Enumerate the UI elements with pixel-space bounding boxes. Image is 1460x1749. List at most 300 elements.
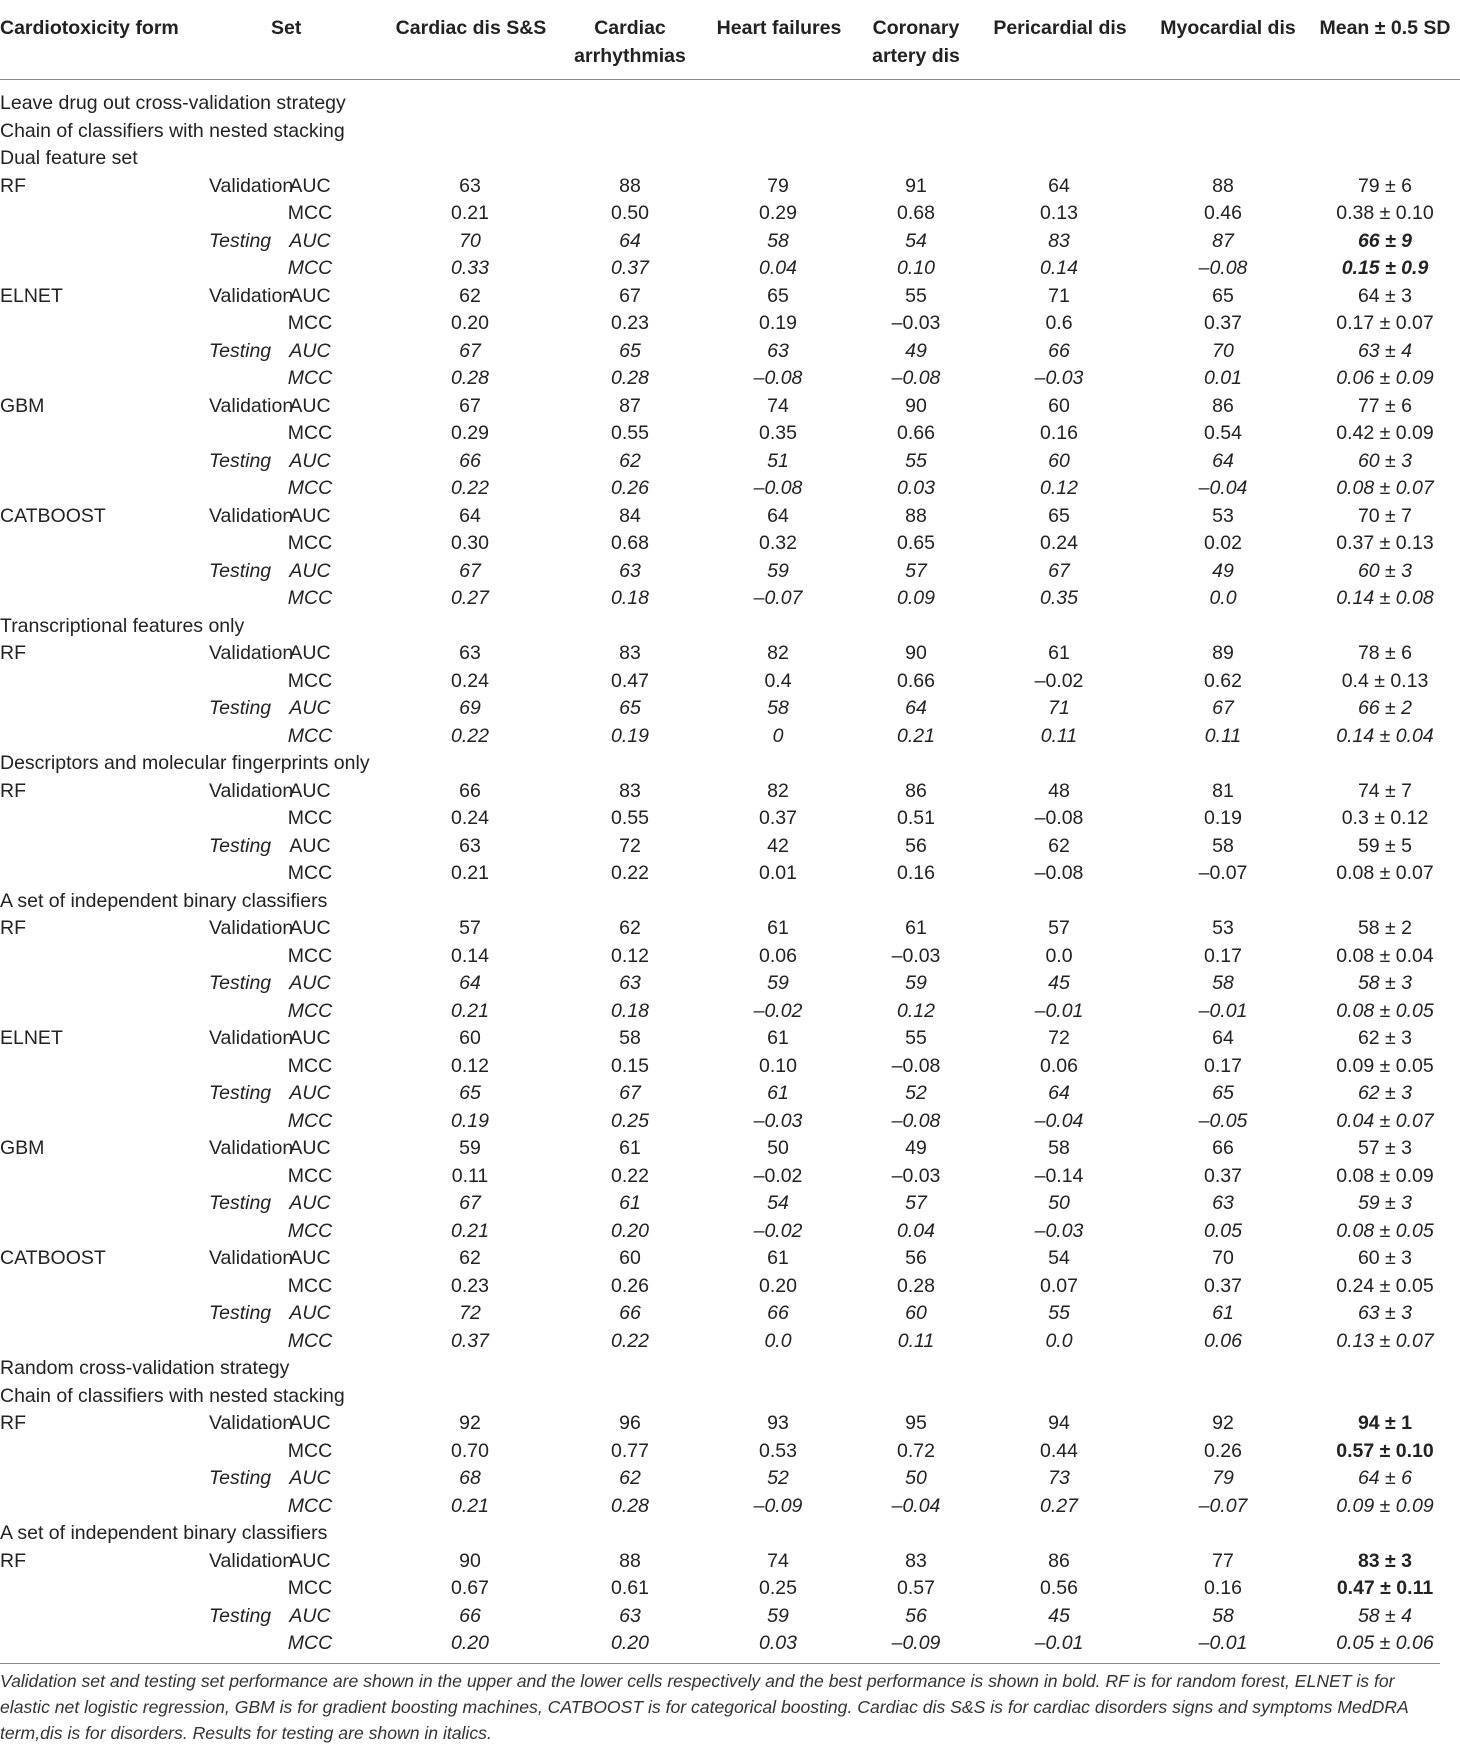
value-cell: 0.16: [897, 862, 935, 884]
table-row: [0, 943, 1460, 971]
value-cell: 88: [619, 174, 641, 197]
mean-cell: 0.08 ± 0.04: [1336, 944, 1434, 967]
section-row: [0, 1355, 1460, 1383]
value-cell: –0.08: [891, 367, 941, 389]
value-cell: 0.06: [759, 944, 797, 967]
mean-cell: 0.4 ± 0.13: [1341, 669, 1429, 692]
metric-label: MCC: [287, 1494, 333, 1517]
value-cell: 0.77: [611, 1439, 649, 1462]
value-cell: 88: [905, 504, 927, 527]
value-cell: 0.20: [611, 1632, 649, 1654]
model-name: RF: [0, 1412, 26, 1434]
value-cell: 63: [459, 174, 481, 197]
table-row: [0, 1135, 1460, 1163]
table-row: [0, 805, 1460, 833]
value-cell: 57: [905, 1192, 927, 1214]
value-cell: –0.08: [1034, 807, 1084, 829]
value-cell: 0.15: [611, 1054, 649, 1077]
value-cell: 0.22: [611, 1329, 649, 1352]
mean-cell: 0.04 ± 0.07: [1336, 1109, 1434, 1132]
value-cell: 90: [905, 394, 927, 417]
value-cell: 0.24: [451, 807, 489, 829]
value-cell: –0.03: [1034, 1219, 1084, 1242]
value-cell: 90: [459, 1549, 481, 1572]
value-cell: 65: [459, 1082, 481, 1104]
value-cell: 60: [459, 1027, 481, 1049]
table-row: [0, 228, 1460, 256]
mean-cell: 0.06 ± 0.09: [1336, 367, 1434, 389]
set-label: Testing: [209, 834, 272, 857]
value-cell: 66: [619, 1302, 641, 1324]
header-set: Set: [271, 17, 302, 39]
table-header: [0, 0, 1460, 80]
value-cell: 70: [1212, 339, 1234, 362]
value-cell: 0.21: [897, 724, 935, 747]
value-cell: 0.22: [451, 724, 489, 747]
value-cell: 83: [619, 642, 641, 664]
value-cell: 0.26: [611, 1274, 649, 1297]
value-cell: –0.03: [891, 312, 941, 334]
value-cell: –0.08: [753, 367, 803, 389]
metric-label: MCC: [287, 1164, 333, 1187]
value-cell: 83: [905, 1549, 927, 1572]
set-label: Validation: [209, 1027, 294, 1049]
value-cell: 0.50: [611, 202, 649, 224]
set-label: Validation: [209, 642, 294, 664]
metric-label: MCC: [287, 1274, 333, 1297]
mean-cell: 79 ± 6: [1357, 174, 1413, 197]
header-arrhythmias: Cardiac arrhythmias: [574, 17, 686, 67]
table-row: [0, 393, 1460, 421]
value-cell: 0.54: [1204, 422, 1242, 444]
metric-label: MCC: [287, 312, 333, 334]
value-cell: 92: [1212, 1412, 1234, 1434]
value-cell: 0.0: [1045, 1329, 1073, 1352]
value-cell: 0.37: [611, 257, 649, 279]
value-cell: 0.16: [1204, 1577, 1242, 1599]
metric-label: MCC: [287, 1329, 333, 1352]
mean-cell: 59 ± 5: [1357, 834, 1413, 857]
table-row: [0, 1053, 1460, 1081]
metric-label: MCC: [287, 587, 333, 609]
value-cell: 0.22: [611, 862, 649, 884]
mean-cell: 0.15 ± 0.9: [1341, 257, 1429, 279]
table-row: [0, 365, 1460, 393]
value-cell: 49: [1212, 559, 1234, 582]
value-cell: 0.19: [451, 1109, 489, 1132]
value-cell: 67: [1212, 697, 1234, 719]
table-row: [0, 1218, 1460, 1246]
value-cell: 0.22: [451, 477, 489, 499]
value-cell: 63: [619, 559, 641, 582]
model-name: RF: [0, 642, 26, 664]
value-cell: 0.20: [611, 1219, 649, 1242]
value-cell: 45: [1048, 1604, 1070, 1627]
value-cell: 63: [767, 339, 789, 362]
value-cell: 0.20: [451, 1632, 489, 1654]
metric-label: AUC: [289, 449, 331, 472]
table-row: [0, 283, 1460, 311]
value-cell: 63: [619, 1604, 641, 1627]
value-cell: –0.09: [753, 1494, 803, 1517]
value-cell: 0.17: [1204, 1054, 1242, 1077]
metric-label: AUC: [289, 834, 331, 857]
value-cell: 66: [767, 1302, 789, 1324]
value-cell: 45: [1048, 972, 1070, 994]
metric-label: AUC: [289, 1412, 331, 1434]
value-cell: 59: [905, 972, 927, 994]
value-cell: –0.01: [1034, 1632, 1084, 1654]
value-cell: 89: [1212, 642, 1234, 664]
mean-cell: 0.17 ± 0.07: [1336, 312, 1434, 334]
value-cell: 0.14: [1040, 257, 1078, 279]
value-cell: 92: [459, 1412, 481, 1434]
value-cell: 77: [1212, 1549, 1234, 1572]
value-cell: 74: [767, 394, 789, 417]
value-cell: 50: [767, 1137, 789, 1159]
value-cell: 67: [459, 1192, 481, 1214]
value-cell: 0.07: [1040, 1274, 1078, 1297]
value-cell: 48: [1048, 779, 1070, 802]
table-row: [0, 310, 1460, 338]
value-cell: 0.04: [759, 257, 797, 279]
value-cell: 0.20: [451, 312, 489, 334]
value-cell: –0.02: [753, 1219, 803, 1242]
value-cell: 0.21: [451, 862, 489, 884]
metric-label: AUC: [289, 1137, 331, 1159]
mean-cell: 60 ± 3: [1357, 449, 1413, 472]
value-cell: 71: [1048, 697, 1070, 719]
model-name: GBM: [0, 1137, 45, 1159]
value-cell: 84: [619, 504, 641, 527]
set-label: Testing: [209, 1192, 272, 1214]
value-cell: 0.66: [897, 422, 935, 444]
header-cardiac-dis: Cardiac dis S&S: [395, 17, 547, 39]
mean-cell: 0.13 ± 0.07: [1336, 1329, 1434, 1352]
value-cell: 69: [459, 697, 481, 719]
value-cell: 0.21: [451, 999, 489, 1022]
value-cell: –0.01: [1198, 1632, 1248, 1654]
value-cell: 61: [619, 1192, 641, 1214]
value-cell: 0.57: [897, 1577, 935, 1599]
value-cell: 58: [619, 1027, 641, 1049]
table-row: [0, 998, 1460, 1026]
value-cell: 0.09: [897, 587, 935, 609]
mean-cell: 94 ± 1: [1357, 1412, 1413, 1434]
value-cell: 0.37: [1204, 1164, 1242, 1187]
set-label: Validation: [209, 504, 294, 527]
table-row: [0, 640, 1460, 668]
mean-cell: 0.09 ± 0.09: [1336, 1494, 1434, 1517]
value-cell: 82: [767, 779, 789, 802]
value-cell: 0.03: [759, 1632, 797, 1654]
section-label: A set of independent binary classifiers: [0, 889, 328, 912]
metric-label: AUC: [289, 779, 331, 802]
value-cell: 0.24: [451, 669, 489, 692]
value-cell: 58: [767, 697, 789, 719]
value-cell: 0.21: [451, 202, 489, 224]
value-cell: –0.01: [1198, 999, 1248, 1022]
table-row: [0, 448, 1460, 476]
value-cell: 0.35: [1040, 587, 1078, 609]
value-cell: 0.24: [1040, 532, 1078, 554]
value-cell: –0.14: [1034, 1164, 1084, 1187]
section-label: A set of independent binary classifiers: [0, 1522, 328, 1544]
section-label: Leave drug out cross-validation strategy: [0, 92, 346, 114]
mean-cell: 0.08 ± 0.09: [1336, 1164, 1434, 1187]
value-cell: 0.16: [1040, 422, 1078, 444]
model-name: CATBOOST: [0, 504, 106, 527]
value-cell: 0.19: [759, 312, 797, 334]
set-label: Testing: [209, 972, 272, 994]
value-cell: 55: [905, 449, 927, 472]
model-name: GBM: [0, 394, 45, 417]
value-cell: 0.18: [611, 587, 649, 609]
value-cell: 61: [767, 1247, 789, 1269]
metric-label: AUC: [289, 174, 331, 197]
table-row: [0, 558, 1460, 586]
value-cell: 65: [1212, 1082, 1234, 1104]
mean-cell: 60 ± 3: [1357, 559, 1413, 582]
value-cell: 55: [905, 284, 927, 307]
table-row: [0, 503, 1460, 531]
mean-cell: 0.47 ± 0.11: [1336, 1577, 1434, 1599]
mean-cell: 66 ± 9: [1357, 229, 1413, 252]
value-cell: 53: [1212, 917, 1234, 939]
value-cell: 56: [905, 834, 927, 857]
value-cell: 86: [905, 779, 927, 802]
value-cell: 0.37: [451, 1329, 489, 1352]
value-cell: 0.37: [1204, 1274, 1242, 1297]
metric-label: MCC: [287, 862, 333, 884]
value-cell: 0.61: [611, 1577, 649, 1599]
value-cell: 86: [1048, 1549, 1070, 1572]
metric-label: AUC: [289, 559, 331, 582]
value-cell: 0.11: [897, 1329, 935, 1352]
set-label: Testing: [209, 697, 272, 719]
value-cell: 67: [619, 1082, 641, 1104]
value-cell: 66: [459, 779, 481, 802]
value-cell: 58: [1212, 972, 1234, 994]
value-cell: 0.22: [611, 1164, 649, 1187]
value-cell: 0.0: [1209, 587, 1237, 609]
value-cell: 62: [619, 917, 641, 939]
metric-label: AUC: [289, 1467, 331, 1489]
value-cell: 0.18: [611, 999, 649, 1022]
value-cell: 0.19: [611, 724, 649, 747]
value-cell: 0.10: [759, 1054, 797, 1077]
value-cell: 52: [905, 1082, 927, 1104]
value-cell: 62: [1048, 834, 1070, 857]
table-row: [0, 1108, 1460, 1136]
metric-label: AUC: [289, 504, 331, 527]
section-row: [0, 90, 1460, 118]
value-cell: 0.06: [1040, 1054, 1078, 1077]
value-cell: 64: [1048, 174, 1070, 197]
mean-cell: 60 ± 3: [1357, 1247, 1413, 1269]
value-cell: –0.08: [1034, 862, 1084, 884]
value-cell: –0.08: [753, 477, 803, 499]
set-label: Testing: [209, 1302, 272, 1324]
value-cell: 60: [619, 1247, 641, 1269]
metric-label: AUC: [289, 917, 331, 939]
value-cell: 74: [767, 1549, 789, 1572]
value-cell: 64: [1212, 449, 1234, 472]
value-cell: 0.11: [1040, 724, 1078, 747]
mean-cell: 63 ± 4: [1357, 339, 1413, 362]
value-cell: 0.12: [611, 944, 649, 967]
value-cell: 0.55: [611, 807, 649, 829]
mean-cell: 74 ± 7: [1357, 779, 1413, 802]
model-name: RF: [0, 1549, 26, 1572]
value-cell: 0.26: [1204, 1439, 1242, 1462]
value-cell: 87: [619, 394, 641, 417]
metric-label: MCC: [287, 477, 333, 499]
metric-label: AUC: [289, 284, 331, 307]
value-cell: 83: [1048, 229, 1070, 252]
metric-label: AUC: [289, 394, 331, 417]
value-cell: 0: [772, 724, 784, 747]
metric-label: MCC: [287, 1632, 333, 1654]
value-cell: 42: [767, 834, 789, 857]
section-label: Random cross-validation strategy: [0, 1357, 290, 1379]
mean-cell: 64 ± 6: [1357, 1467, 1413, 1489]
value-cell: 65: [619, 697, 641, 719]
mean-cell: 78 ± 6: [1357, 642, 1413, 664]
metric-label: AUC: [289, 1027, 331, 1049]
set-label: Validation: [209, 1549, 294, 1572]
value-cell: 50: [1048, 1192, 1070, 1214]
table-row: [0, 860, 1460, 888]
value-cell: –0.03: [891, 944, 941, 967]
value-cell: 0.28: [897, 1274, 935, 1297]
mean-cell: 62 ± 3: [1357, 1027, 1413, 1049]
mean-cell: 66 ± 2: [1357, 697, 1413, 719]
section-row: [0, 145, 1460, 173]
set-label: Testing: [209, 1604, 272, 1627]
section-label: Transcriptional features only: [0, 614, 245, 637]
value-cell: –0.03: [1034, 367, 1084, 389]
value-cell: 79: [767, 174, 789, 197]
value-cell: 51: [767, 449, 789, 472]
value-cell: 64: [1212, 1027, 1234, 1049]
section-row: [0, 1383, 1460, 1411]
metric-label: MCC: [287, 807, 333, 829]
value-cell: –0.04: [1034, 1109, 1084, 1132]
metric-label: MCC: [287, 202, 333, 224]
value-cell: 88: [619, 1549, 641, 1572]
mean-cell: 58 ± 2: [1357, 917, 1413, 939]
value-cell: 0.53: [759, 1439, 797, 1462]
value-cell: 65: [767, 284, 789, 307]
table-row: [0, 530, 1460, 558]
section-label: Chain of classifiers with nested stacking: [0, 119, 345, 142]
value-cell: 61: [619, 1137, 641, 1159]
value-cell: 59: [767, 972, 789, 994]
value-cell: 82: [767, 642, 789, 664]
value-cell: 68: [459, 1467, 481, 1489]
value-cell: 0.0: [764, 1329, 792, 1352]
set-label: Validation: [209, 1412, 294, 1434]
value-cell: 0.19: [1204, 807, 1242, 829]
mean-cell: 0.38 ± 0.10: [1336, 202, 1434, 224]
value-cell: 62: [619, 1467, 641, 1489]
value-cell: 65: [1212, 284, 1234, 307]
mean-cell: 58 ± 4: [1357, 1604, 1413, 1627]
section-row: [0, 118, 1460, 146]
model-name: RF: [0, 779, 26, 802]
value-cell: 62: [459, 284, 481, 307]
value-cell: 63: [459, 834, 481, 857]
value-cell: 63: [459, 642, 481, 664]
value-cell: 0.05: [1204, 1219, 1242, 1242]
value-cell: 49: [905, 1137, 927, 1159]
value-cell: 0.67: [451, 1577, 489, 1599]
value-cell: –0.08: [891, 1109, 941, 1132]
value-cell: 55: [1048, 1302, 1070, 1324]
set-label: Testing: [209, 449, 272, 472]
table-row: [0, 1300, 1460, 1328]
value-cell: 0.37: [759, 807, 797, 829]
value-cell: 0.46: [1204, 202, 1242, 224]
mean-cell: 0.08 ± 0.07: [1336, 477, 1434, 499]
table-row: [0, 1163, 1460, 1191]
value-cell: 0.68: [611, 532, 649, 554]
value-cell: 0.44: [1040, 1439, 1078, 1462]
set-label: Validation: [209, 917, 294, 939]
value-cell: 0.37: [1204, 312, 1242, 334]
value-cell: 62: [459, 1247, 481, 1269]
value-cell: 0.30: [451, 532, 489, 554]
value-cell: 60: [1048, 394, 1070, 417]
value-cell: 81: [1212, 779, 1234, 802]
set-label: Testing: [209, 1467, 272, 1489]
metric-label: AUC: [289, 229, 331, 252]
metric-label: MCC: [287, 1219, 333, 1242]
metric-label: AUC: [289, 697, 331, 719]
value-cell: 72: [619, 834, 641, 857]
section-label: Chain of classifiers with nested stacking: [0, 1384, 345, 1407]
set-label: Validation: [209, 1247, 294, 1269]
table-row: [0, 475, 1460, 503]
value-cell: 0.51: [897, 807, 935, 829]
value-cell: 87: [1212, 229, 1234, 252]
value-cell: 86: [1212, 394, 1234, 417]
value-cell: 64: [619, 229, 641, 252]
mean-cell: 70 ± 7: [1357, 504, 1413, 527]
value-cell: 73: [1048, 1467, 1070, 1489]
metric-label: MCC: [287, 1439, 333, 1462]
section-label: Descriptors and molecular fingerprints only: [0, 752, 370, 774]
value-cell: –0.03: [891, 1164, 941, 1187]
value-cell: 52: [767, 1467, 789, 1489]
section-row: [0, 613, 1460, 641]
value-cell: 63: [1212, 1192, 1234, 1214]
value-cell: 64: [905, 697, 927, 719]
value-cell: 61: [1212, 1302, 1234, 1324]
value-cell: 70: [1212, 1247, 1234, 1269]
value-cell: 0.01: [1204, 367, 1242, 389]
value-cell: –0.02: [1034, 669, 1084, 692]
mean-cell: 0.08 ± 0.05: [1336, 1219, 1434, 1242]
table-row: [0, 200, 1460, 228]
table-row: [0, 255, 1460, 283]
value-cell: 0.65: [897, 532, 935, 554]
table-row: [0, 1410, 1460, 1438]
value-cell: 0.6: [1045, 312, 1073, 334]
value-cell: –0.02: [753, 999, 803, 1022]
metric-label: MCC: [287, 367, 333, 389]
